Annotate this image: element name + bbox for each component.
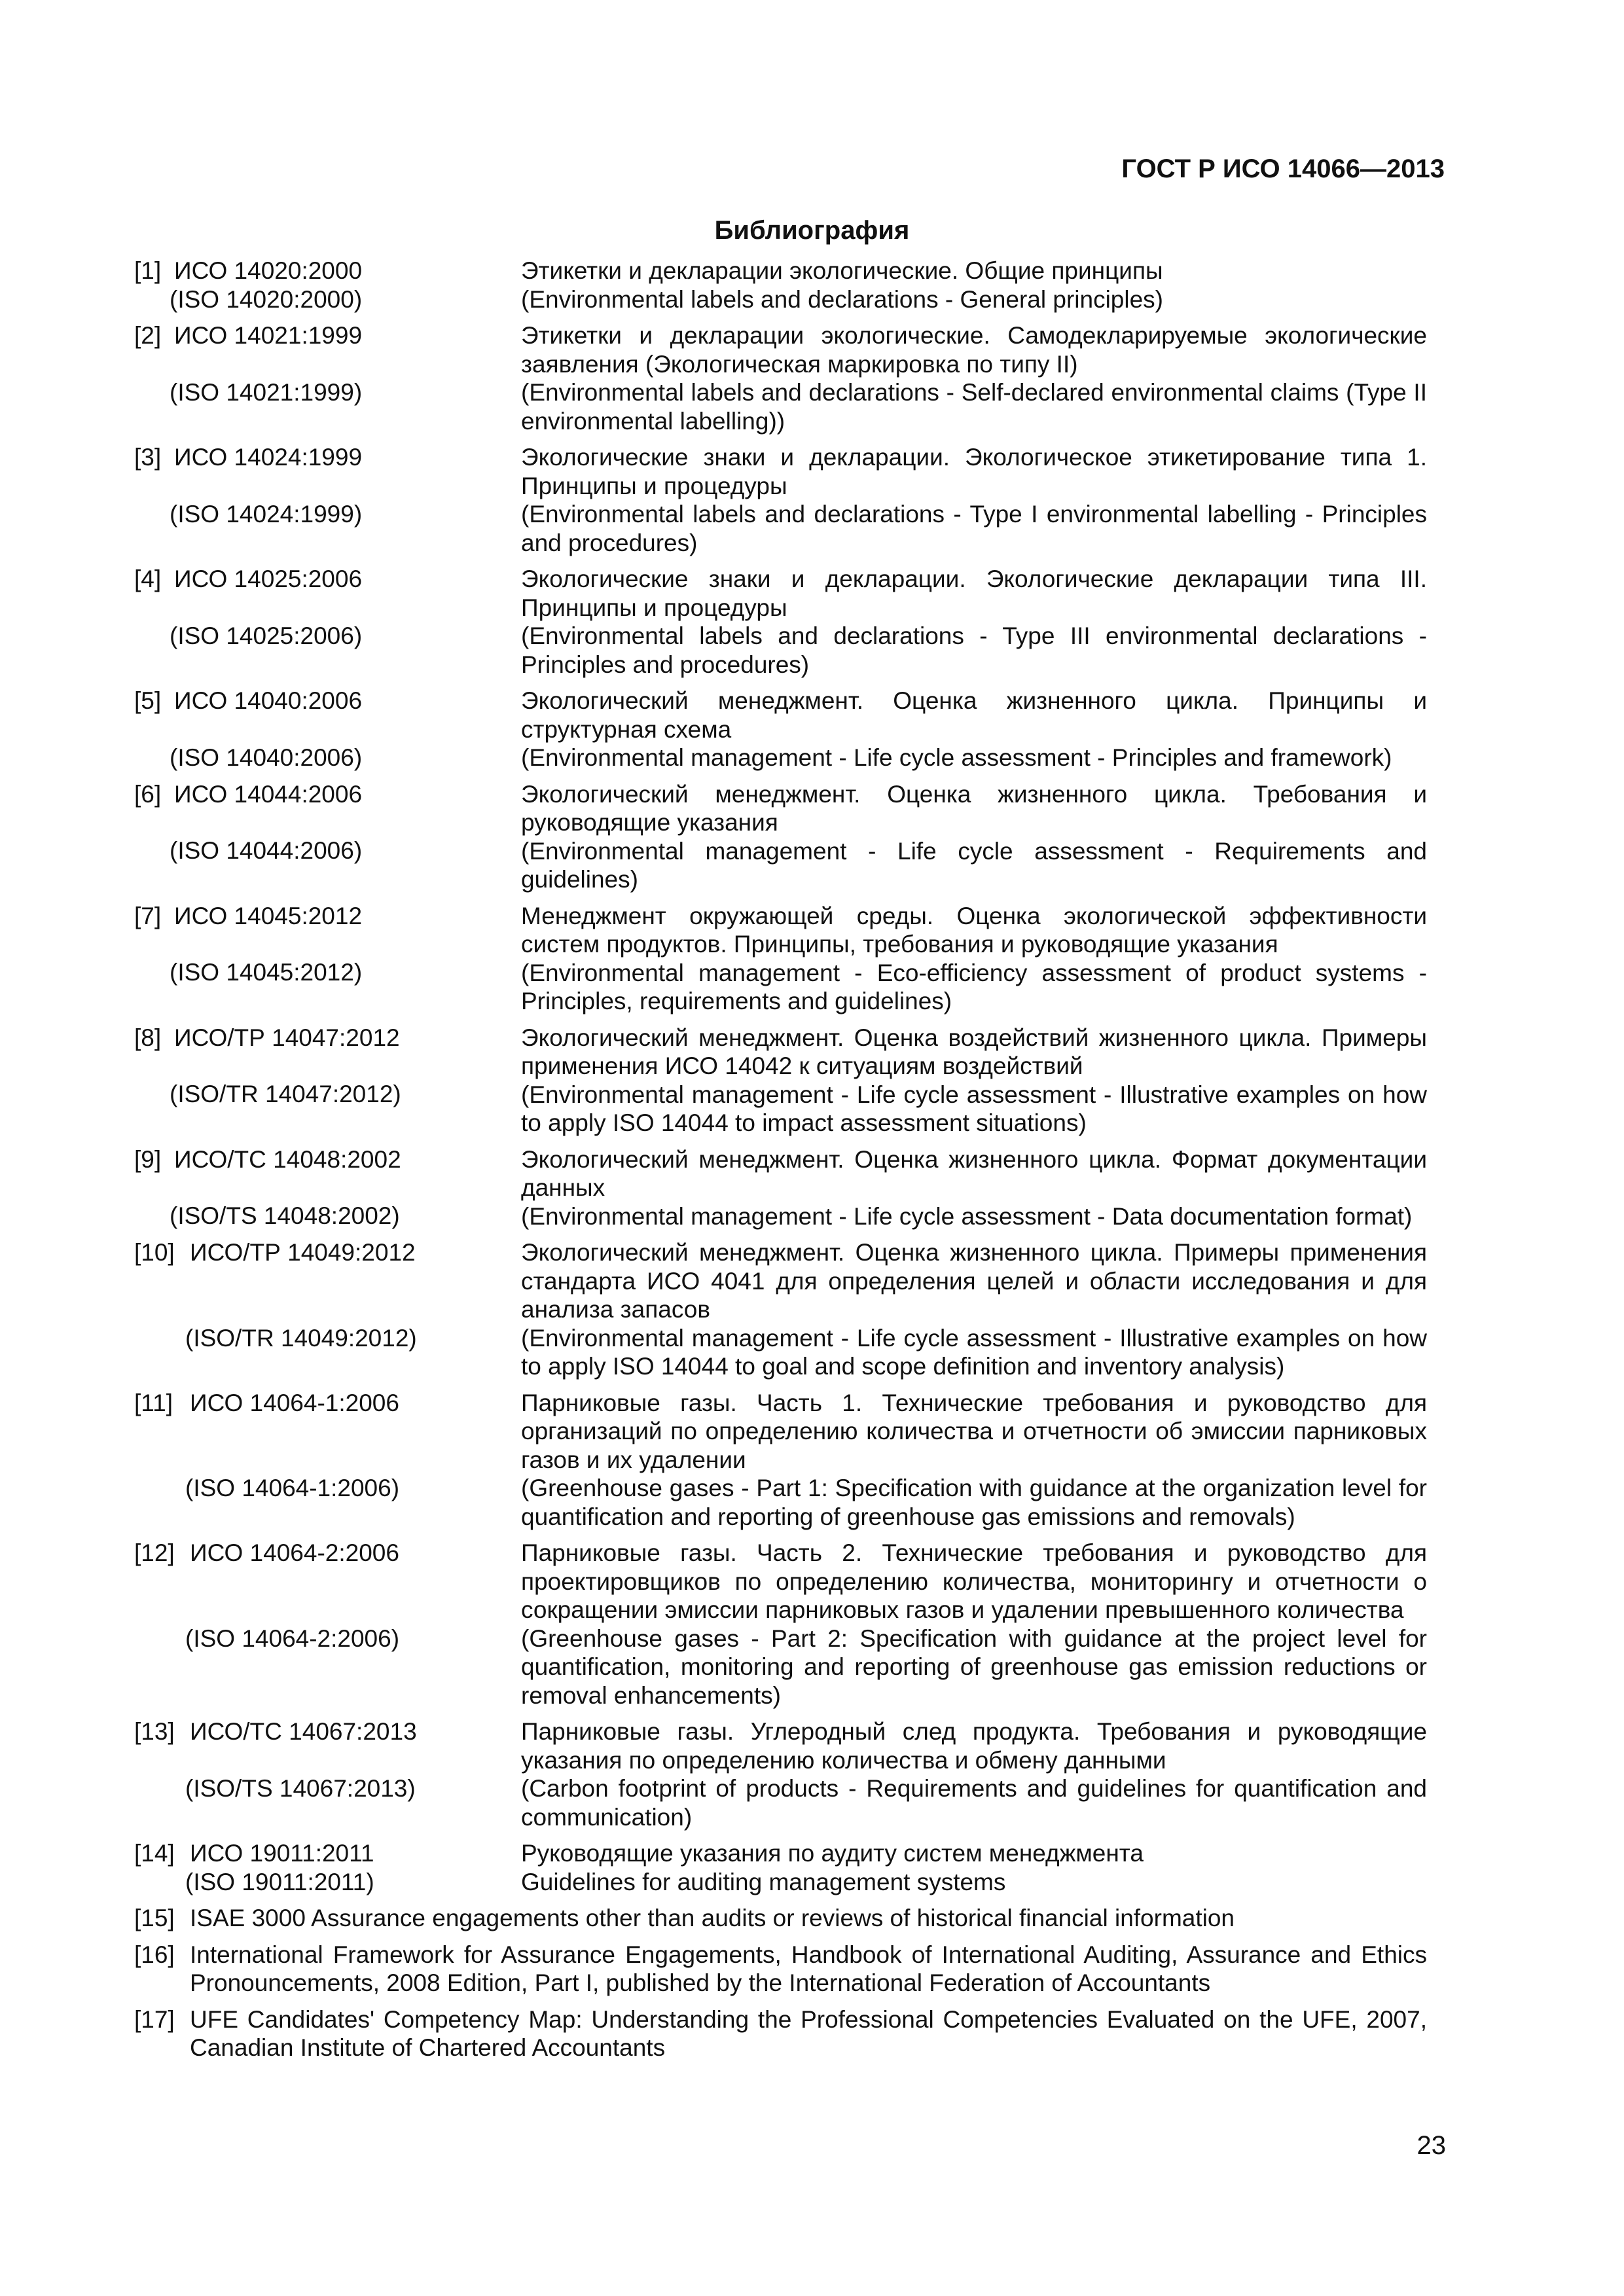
- entry-titles: [521, 1839, 1427, 1896]
- entry-ref-en: (ISO 14064-2:2006): [185, 1624, 400, 1652]
- entry-ref-en: (ISO 14040:2006): [170, 744, 363, 771]
- entry-ref-ru: ИСО/ТР 14047:2012: [174, 1024, 400, 1051]
- entry-title-ru: Экологический менеджмент. Оценка воздействий жизненного цикла. Примеры применения ИСО 14042 к ситуациям воздействий: [521, 1024, 1427, 1079]
- entry-ref-en: (ISO 14025:2006): [170, 622, 363, 649]
- entry-standard-refs: [170, 443, 521, 557]
- bibliography-entry: [134, 1024, 1427, 1138]
- entry-title-en: (Carbon footprint of products - Requirements and guidelines for quantification and communication): [521, 1775, 1427, 1831]
- entry-title-ru: Экологический менеджмент. Оценка жизненного цикла. Примеры применения стандарта ИСО 4041 для определения целей и области исследования и для анализа запасов: [521, 1239, 1427, 1323]
- entry-title-en: (Environmental management - Life cycle assessment - Illustrative examples on how to apply ISO 14044 to goal and scope definition and inventory analysis): [521, 1324, 1427, 1380]
- bibliography-list: [134, 257, 1427, 2070]
- entry-standard-refs: [170, 780, 521, 894]
- entry-title-en: (Environmental labels and declarations - Type I environmental labelling - Principles and procedures): [521, 501, 1427, 556]
- entry-number: [7]: [134, 902, 162, 929]
- entry-number: [14]: [134, 1840, 175, 1867]
- entry-ref-en: (ISO 14044:2006): [170, 837, 363, 864]
- entry-titles: [521, 687, 1427, 772]
- entry-title-ru: Экологический менеджмент. Оценка жизненного цикла. Требования и руководящие указания: [521, 780, 1427, 836]
- entry-standard-refs: [185, 1539, 521, 1710]
- entry-standard-refs: [170, 1024, 521, 1138]
- entry-titles: [521, 1145, 1427, 1231]
- entry-titles: [521, 780, 1427, 894]
- entry-number: [17]: [134, 2005, 175, 2033]
- entry-titles: [521, 1539, 1427, 1710]
- entry-ref-ru: ИСО 14024:1999: [174, 444, 363, 471]
- entry-title-ru: Экологические знаки и декларации. Экологические декларации типа III. Принципы и процедуры: [521, 565, 1427, 621]
- entry-number: [9]: [134, 1145, 162, 1173]
- bibliography-entry: [134, 1941, 1427, 1998]
- bibliography-entry: [134, 443, 1427, 557]
- entry-ref-ru: ИСО 14064-1:2006: [190, 1389, 399, 1416]
- entry-standard-refs: [185, 1717, 521, 1831]
- entry-number: [11]: [134, 1389, 173, 1416]
- entry-title-ru: Парниковые газы. Часть 2. Технические требования и руководство для проектировщиков по определению количества, мониторингу и отчетности о сокращении эмиссии парниковых газов и удалении превышенного количества: [521, 1539, 1427, 1623]
- entry-titles: [521, 321, 1427, 435]
- entry-ref-ru: ИСО/ТС 14067:2013: [190, 1718, 417, 1745]
- entry-ref-en: (ISO 14045:2012): [170, 959, 363, 986]
- entry-standard-refs: [170, 257, 521, 314]
- entry-title-ru: Менеджмент окружающей среды. Оценка экологической эффективности систем продуктов. Принципы, требования и руководящие указания: [521, 902, 1427, 958]
- entry-ref-ru: ИСО 14021:1999: [174, 322, 363, 349]
- entry-title-ru: Экологический менеджмент. Оценка жизненного цикла. Формат документации данных: [521, 1145, 1427, 1201]
- entry-number: [15]: [134, 1905, 175, 1931]
- entry-titles: [521, 1389, 1427, 1532]
- entry-title-ru: Этикетки и декларации экологические. Общие принципы: [521, 257, 1163, 284]
- entry-title-en: (Greenhouse gases - Part 2: Specification with guidance at the project level for quantification, monitoring and reporting of greenhouse gas emission reductions or removal enhancements): [521, 1624, 1427, 1709]
- entry-ref-ru: ИСО 14064-2:2006: [190, 1539, 399, 1566]
- bibliography-entry: [134, 565, 1427, 679]
- bibliography-entry: [134, 1389, 1427, 1532]
- entry-title-en: (Environmental management - Eco-efficiency assessment of product systems - Principles, requirements and guidelines): [521, 959, 1427, 1014]
- entry-ref-en: (ISO/TS 14067:2013): [185, 1774, 416, 1802]
- entry-titles: [521, 902, 1427, 1016]
- entry-title-en: (Environmental management - Life cycle assessment - Requirements and guidelines): [521, 837, 1427, 893]
- entry-number: [16]: [134, 1941, 175, 1968]
- entry-number: [13]: [134, 1718, 175, 1745]
- entry-number: [2]: [134, 322, 162, 349]
- entry-title-ru: Экологический менеджмент. Оценка жизненного цикла. Принципы и структурная схема: [521, 687, 1427, 743]
- entry-ref-en: (ISO/TR 14049:2012): [185, 1324, 417, 1352]
- entry-standard-refs: [170, 321, 521, 435]
- entry-ref-en: (ISO/TS 14048:2002): [170, 1202, 400, 1229]
- entry-title-en: (Environmental management - Life cycle assessment - Illustrative examples on how to apply ISO 14044 to impact assessment situations): [521, 1081, 1427, 1136]
- bibliography-entry: [134, 1539, 1427, 1710]
- bibliography-entry: [134, 1145, 1427, 1231]
- entry-number: [3]: [134, 444, 162, 471]
- entry-text: ISAE 3000 Assurance engagements other than audits or reviews of historical financial information: [190, 1905, 1235, 1931]
- entry-ref-ru: ИСО 14020:2000: [174, 257, 363, 284]
- bibliography-entry: [134, 1839, 1427, 1896]
- entry-titles: [521, 257, 1427, 314]
- bibliography-entry: [134, 1904, 1427, 1933]
- entry-number: [4]: [134, 565, 162, 592]
- bibliography-entry: [134, 2005, 1427, 2062]
- entry-number: [12]: [134, 1539, 175, 1566]
- bibliography-entry: [134, 902, 1427, 1016]
- entry-standard-refs: [170, 1145, 521, 1231]
- page-header: ГОСТ Р ИСО 14066—2013: [1121, 154, 1445, 183]
- entry-title-en: Guidelines for auditing management systems: [521, 1868, 1006, 1895]
- entry-title-en: (Environmental management - Life cycle assessment - Data documentation format): [521, 1202, 1413, 1230]
- entry-title-ru: Этикетки и декларации экологические. Самодекларируемые экологические заявления (Экологическая маркировка по типу II): [521, 322, 1427, 378]
- entry-ref-ru: ИСО 14040:2006: [174, 687, 363, 714]
- entry-ref-ru: ИСО 19011:2011: [190, 1840, 374, 1867]
- entry-standard-refs: [185, 1389, 521, 1532]
- entry-ref-en: (ISO 14064-1:2006): [185, 1475, 400, 1501]
- entry-number: [6]: [134, 780, 162, 808]
- entry-ref-en: (ISO 14020:2000): [170, 285, 363, 313]
- entry-text: International Framework for Assurance Engagements, Handbook of International Auditing, Assurance and Ethics Pronouncements, 2008 Edition, Part I, published by the International Federation of Accountants: [190, 1941, 1427, 1996]
- entry-ref-ru: ИСО 14045:2012: [174, 902, 363, 929]
- page-title: Библиография: [714, 216, 910, 245]
- bibliography-entry: [134, 321, 1427, 435]
- bibliography-entry: [134, 257, 1427, 314]
- entry-ref-en: (ISO 14024:1999): [170, 500, 363, 528]
- bibliography-entry: [134, 1717, 1427, 1831]
- entry-titles: [521, 565, 1427, 679]
- entry-titles: [521, 1238, 1427, 1381]
- entry-number: [1]: [134, 257, 162, 284]
- bibliography-entry: [134, 780, 1427, 894]
- entry-standard-refs: [170, 565, 521, 679]
- entry-ref-en: (ISO/TR 14047:2012): [170, 1081, 401, 1107]
- entry-title-en: (Environmental labels and declarations - Type III environmental declarations - Principles and procedures): [521, 622, 1427, 678]
- entry-ref-en: (ISO 14021:1999): [170, 378, 363, 406]
- bibliography-entry: [134, 1238, 1427, 1381]
- entry-standard-refs: [170, 902, 521, 1016]
- entry-ref-ru: ИСО/ТР 14049:2012: [190, 1239, 416, 1266]
- entry-title-en: (Environmental labels and declarations - Self-declared environmental claims (Type II environmental labelling)): [521, 379, 1427, 435]
- entry-title-en: (Environmental management - Life cycle assessment - Principles and framework): [521, 744, 1392, 771]
- entry-titles: [521, 1024, 1427, 1138]
- entry-ref-ru: ИСО 14044:2006: [174, 780, 363, 808]
- entry-number: [8]: [134, 1024, 162, 1051]
- entry-ref-ru: ИСО 14025:2006: [174, 565, 363, 592]
- entry-titles: [521, 443, 1427, 557]
- entry-title-ru: Экологические знаки и декларации. Экологическое этикетирование типа 1. Принципы и процедуры: [521, 444, 1427, 499]
- entry-title-en: (Environmental labels and declarations - General principles): [521, 285, 1163, 313]
- entry-title-ru: Руководящие указания по аудиту систем менеджмента: [521, 1840, 1144, 1867]
- entry-number: [10]: [134, 1239, 175, 1266]
- entry-text: UFE Candidates' Competency Map: Understanding the Professional Competencies Evaluated on the UFE, 2007, Canadian Institute of Chartered Accountants: [190, 2005, 1427, 2061]
- entry-number: [5]: [134, 687, 162, 714]
- entry-title-ru: Парниковые газы. Углеродный след продукта. Требования и руководящие указания по определению количества и обмену данными: [521, 1718, 1427, 1774]
- entry-standard-refs: [185, 1238, 521, 1381]
- entry-titles: [521, 1717, 1427, 1831]
- bibliography-entry: [134, 687, 1427, 772]
- entry-ref-en: (ISO 19011:2011): [185, 1868, 374, 1895]
- entry-title-ru: Парниковые газы. Часть 1. Технические требования и руководство для организаций по определению количества и отчетности об эмиссии парниковых газов и их удалении: [521, 1389, 1427, 1473]
- entry-standard-refs: [170, 687, 521, 772]
- page-number: 23: [1416, 2131, 1446, 2160]
- entry-title-en: (Greenhouse gases - Part 1: Specification with guidance at the organization level for quantification and reporting of greenhouse gas emissions and removals): [521, 1475, 1427, 1530]
- entry-standard-refs: [185, 1839, 521, 1896]
- entry-ref-ru: ИСО/ТС 14048:2002: [174, 1145, 401, 1173]
